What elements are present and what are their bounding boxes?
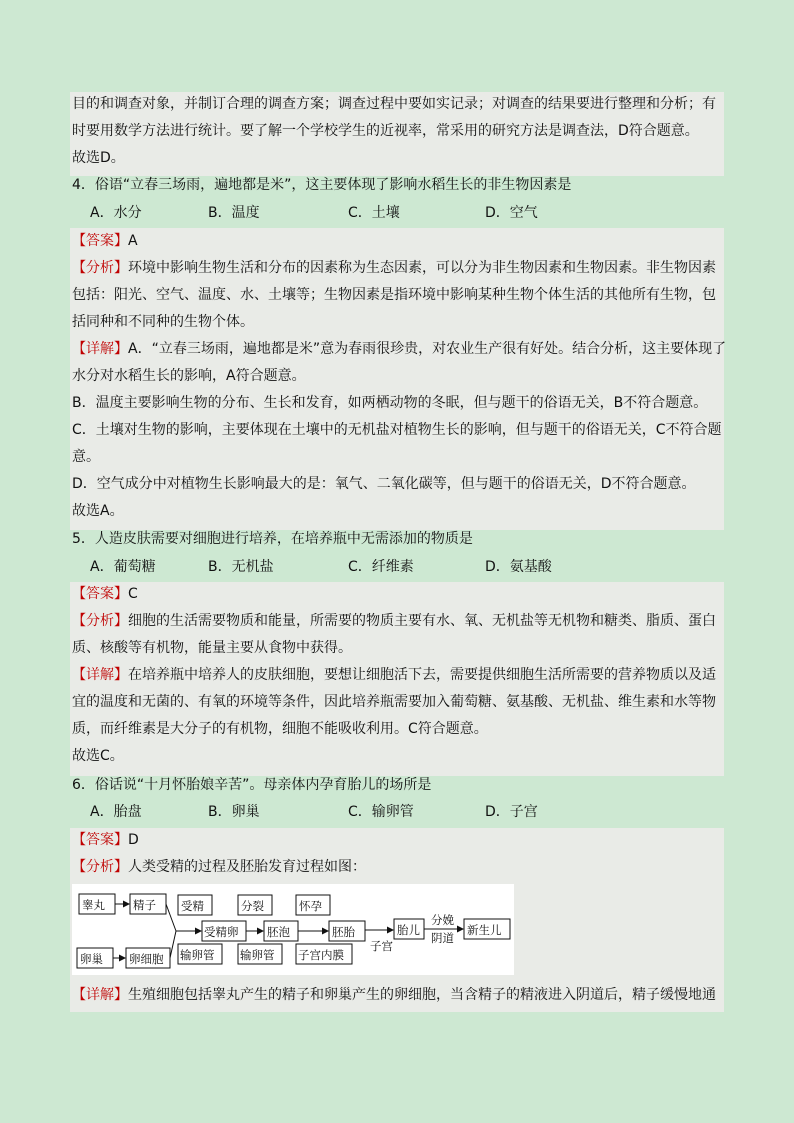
conclusion-line: 故选C。: [72, 748, 124, 764]
analysis-line: [72, 611, 726, 631]
answer-value: C: [128, 586, 138, 602]
analysis-text: 细胞的生活需要物质和能量，所需要的物质主要有水、氧、无机盐等无机物和糖类、脂质、蛋白: [128, 613, 716, 629]
answer-tag: 【答案】: [72, 233, 128, 249]
text-line: 包括：阳光、空气、温度、水、土壤等；生物因素是指环境中影响某种生物个体生活的其他所有生物，包: [72, 287, 716, 303]
label-vagina: 阴道: [431, 931, 454, 945]
detail-tag: 【详解】: [72, 341, 128, 357]
analysis-text: 环境中影响生物生活和分布的因素称为生态因素，可以分为非生物因素和生物因素。非生物因素: [128, 260, 716, 276]
option-b: B．温度: [208, 205, 260, 221]
label-endometrium: 子宫内膜: [298, 948, 344, 962]
label-fertilization: 受精: [181, 899, 204, 913]
detail-line: [72, 985, 726, 1005]
question-stem: 6．俗话说“十月怀胎娘辛苦”。母亲体内孕育胎儿的场所是: [72, 777, 432, 793]
answer-line: [72, 830, 726, 850]
option-d: D．空气: [485, 205, 538, 221]
label-uterus: 子宫: [370, 939, 393, 953]
text-line: 括同种和不同种的生物个体。: [72, 314, 254, 330]
answer-line: [72, 584, 726, 604]
text-line: 目的和调查对象，并制订合理的调查方案；调查过程中要如实记录；对调查的结果要进行整理和分析；有: [72, 96, 716, 112]
text-line: D．空气成分中对植物生长影响最大的是：氧气、二氧化碳等，但与题干的俗语无关，D不符合题意。: [72, 476, 696, 492]
text-line: 水分对水稻生长的影响，A符合题意。: [72, 368, 306, 384]
answer-tag: 【答案】: [72, 832, 128, 848]
detail-text: A．“立春三场雨，遍地都是米”意为春雨很珍贵，对农业生产很有好处。结合分析，这主要体现了: [128, 341, 727, 357]
analysis-tag: 【分析】: [72, 859, 128, 875]
text-line: 时要用数学方法进行统计。要了解一个学校学生的近视率，常采用的研究方法是调查法，D符合题意。: [72, 123, 699, 139]
analysis-tag: 【分析】: [72, 260, 128, 276]
option-c: C．输卵管: [348, 804, 414, 820]
text-line: 宜的温度和无菌的、有氧的环境等条件，因此培养瓶需要加入葡萄糖、氨基酸、无机盐、维生素和水等物: [72, 694, 716, 710]
label-embryo: 胚胎: [332, 925, 355, 939]
detail-tag: 【详解】: [72, 987, 128, 1003]
label-testis: 睾丸: [82, 898, 105, 912]
text-line: 质、核酸等有机物，能量主要从食物中获得。: [72, 640, 352, 656]
option-b: B．无机盐: [208, 559, 274, 575]
label-blastocyst: 胚泡: [267, 925, 290, 939]
question-stem: 5．人造皮肤需要对细胞进行培养，在培养瓶中无需添加的物质是: [72, 531, 473, 547]
answer-value: A: [128, 233, 138, 249]
analysis-tag: 【分析】: [72, 613, 128, 629]
option-d: D．子宫: [485, 804, 538, 820]
detail-text: 在培养瓶中培养人的皮肤细胞，要想让细胞活下去，需要提供细胞生活所需要的营养物质以及适: [128, 667, 716, 683]
label-zygote: 受精卵: [204, 925, 239, 939]
analysis-line: [72, 857, 726, 877]
fertilization-diagram: [72, 884, 514, 975]
label-oviduct-1: 输卵管: [180, 948, 215, 962]
text-line: 意。: [72, 449, 100, 465]
answer-line: [72, 231, 726, 251]
label-delivery: 分娩: [431, 913, 454, 927]
option-d: D．氨基酸: [485, 559, 552, 575]
option-b: B．卵巢: [208, 804, 260, 820]
analysis-line: [72, 258, 726, 278]
option-a: A．葡萄糖: [90, 559, 156, 575]
label-fetus: 胎儿: [397, 923, 420, 937]
option-c: C．纤维素: [348, 559, 414, 575]
fertilization-diagram-svg: [72, 884, 514, 975]
detail-line: [72, 339, 726, 359]
label-oviduct-2: 输卵管: [240, 948, 275, 962]
label-pregnancy: 怀孕: [299, 899, 322, 913]
answer-tag: 【答案】: [72, 586, 128, 602]
detail-line: [72, 665, 726, 685]
conclusion-line: 故选A。: [72, 503, 124, 519]
option-c: C．土壤: [348, 205, 400, 221]
detail-tag: 【详解】: [72, 667, 128, 683]
text-line: 故选D。: [72, 150, 125, 166]
option-a: A．胎盘: [90, 804, 142, 820]
text-line: B．温度主要影响生物的分布、生长和发育，如两栖动物的冬眠，但与题干的俗语无关，B不符合题意。: [72, 395, 708, 411]
detail-text: 生殖细胞包括睾丸产生的精子和卵巢产生的卵细胞，当含精子的精液进入阴道后，精子缓慢地通: [128, 987, 716, 1003]
analysis-text: 人类受精的过程及胚胎发育过程如图：: [128, 859, 366, 875]
label-sperm: 精子: [133, 898, 156, 912]
label-ovary: 卵巢: [80, 952, 103, 966]
label-egg: 卵细胞: [129, 952, 164, 966]
question-stem: 4．俗语“立春三场雨，遍地都是米”，这主要体现了影响水稻生长的非生物因素是: [72, 177, 572, 193]
option-a: A．水分: [90, 205, 142, 221]
label-newborn: 新生儿: [467, 923, 502, 937]
text-line: 质，而纤维素是大分子的有机物，细胞不能吸收利用。C符合题意。: [72, 721, 488, 737]
answer-value: D: [128, 832, 139, 848]
text-line: C．土壤对生物的影响，主要体现在土壤中的无机盐对植物生长的影响，但与题干的俗语无关，C不符合题: [72, 422, 722, 438]
label-division: 分裂: [241, 899, 264, 913]
